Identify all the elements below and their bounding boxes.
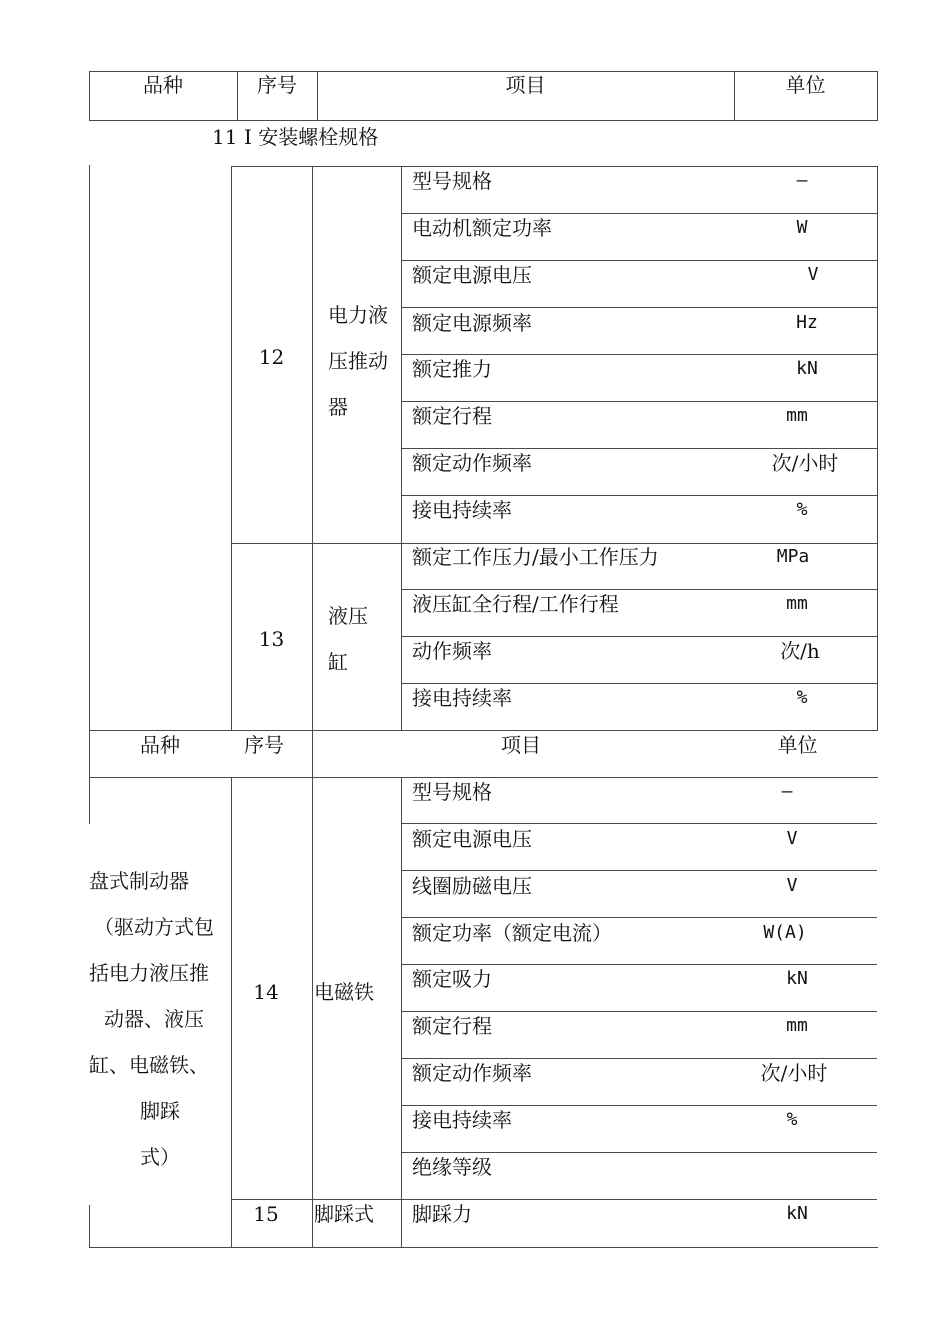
table-border: [401, 213, 877, 214]
item-label: 液压缸全行程/工作行程: [412, 592, 619, 616]
group-seq: 15: [253, 1202, 279, 1226]
header-item: 项目: [501, 733, 541, 757]
unit-label: %: [796, 687, 808, 708]
table-border: [401, 495, 877, 496]
unit-label: V: [786, 828, 798, 849]
table-border: [401, 964, 877, 965]
header-item: 项目: [505, 73, 546, 97]
header-seq: 序号: [244, 733, 284, 757]
group-seq: 14: [253, 980, 279, 1004]
table-border: [312, 166, 313, 1248]
table-border: [401, 777, 402, 1248]
table-border: [401, 823, 877, 824]
header-unit: 单位: [777, 733, 818, 757]
variety-line: 动器、液压: [104, 1007, 204, 1031]
unit-label: kN: [796, 358, 818, 379]
item-label: 电动机额定功率: [412, 216, 552, 240]
table-border: [89, 1247, 878, 1248]
unit-label: kN: [786, 968, 808, 989]
table-border: [877, 71, 878, 120]
unit-label: kN: [786, 1203, 808, 1224]
unit-label: W: [796, 217, 808, 238]
unit-label: MPa: [776, 546, 810, 567]
table-border: [231, 1199, 877, 1200]
table-border: [401, 1152, 877, 1153]
table-border: [401, 307, 877, 308]
table-border: [401, 448, 877, 449]
table-border: [89, 120, 878, 121]
item-label: 绝缘等级: [412, 1155, 492, 1179]
row-seq: 11: [212, 125, 238, 149]
table-border: [231, 543, 877, 544]
row-text: I 安装螺栓规格: [244, 125, 379, 149]
table-border: [401, 401, 877, 402]
variety-line: （驱动方式包: [94, 915, 214, 939]
group-name: 液压: [328, 604, 368, 628]
unit-label: mm: [786, 1015, 808, 1036]
header-unit: 单位: [785, 73, 826, 97]
item-label: 额定行程: [412, 1014, 492, 1038]
table-border: [401, 1011, 877, 1012]
table-border: [89, 165, 90, 824]
item-label: 脚踩力: [412, 1202, 472, 1226]
item-label: 额定推力: [412, 357, 492, 381]
table-border: [401, 636, 877, 637]
table-border: [401, 260, 877, 261]
unit-label: mm: [786, 593, 808, 614]
group-name: 器: [328, 395, 348, 419]
unit-label: 次/h: [780, 639, 820, 663]
item-label: 额定动作频率: [412, 451, 532, 475]
group-name: 电力液: [328, 303, 388, 327]
item-label: 额定电源频率: [412, 311, 532, 335]
header-variety: 品种: [140, 733, 180, 757]
table-border: [89, 71, 878, 72]
table-border: [401, 870, 877, 871]
variety-line: 缸、电磁铁、: [89, 1053, 209, 1077]
unit-label: 次/小时: [771, 451, 839, 475]
item-label: 型号规格: [412, 780, 492, 804]
item-label: 额定电源电压: [412, 263, 532, 287]
variety-line: 脚踩: [140, 1099, 180, 1123]
table-border: [401, 1058, 877, 1059]
table-border: [89, 730, 878, 731]
variety-line: 括电力液压推: [89, 961, 209, 985]
table-border: [401, 589, 877, 590]
group-name: 脚踩式: [314, 1202, 374, 1226]
group-name: 压推动: [328, 349, 388, 373]
group-name: 电磁铁: [314, 980, 374, 1004]
unit-label: %: [786, 1109, 798, 1130]
item-label: 型号规格: [412, 169, 492, 193]
unit-label: W(A): [763, 922, 807, 943]
table-border: [401, 1105, 877, 1106]
item-label: 额定动作频率: [412, 1061, 532, 1085]
table-border: [401, 354, 877, 355]
item-label: 额定电源电压: [412, 827, 532, 851]
item-label: 接电持续率: [412, 498, 512, 522]
item-label: 接电持续率: [412, 686, 512, 710]
header-seq: 序号: [257, 73, 297, 97]
unit-label: —: [781, 781, 793, 802]
item-label: 接电持续率: [412, 1108, 512, 1132]
table-border: [401, 683, 877, 684]
unit-label: %: [796, 499, 808, 520]
unit-label: 次/小时: [760, 1061, 828, 1085]
group-seq: 12: [258, 345, 285, 369]
table-border: [231, 777, 232, 1248]
group-seq: 13: [258, 627, 285, 651]
unit-label: V: [807, 264, 819, 285]
table-border: [877, 166, 878, 730]
table-border: [89, 777, 878, 778]
unit-label: Hz: [796, 312, 818, 333]
item-label: 动作频率: [412, 639, 492, 663]
variety-line: 盘式制动器: [89, 869, 189, 893]
unit-label: —: [796, 170, 808, 191]
table-border: [89, 1205, 90, 1248]
unit-label: V: [786, 875, 798, 896]
header-variety: 品种: [143, 73, 183, 97]
group-name: 缸: [328, 650, 348, 674]
unit-label: mm: [786, 405, 808, 426]
item-label: 额定行程: [412, 404, 492, 428]
item-label: 额定吸力: [412, 967, 492, 991]
item-label: 额定工作压力/最小工作压力: [412, 545, 659, 569]
item-label: 额定功率（额定电流）: [412, 921, 612, 945]
table-border: [231, 166, 877, 167]
variety-line: 式）: [140, 1145, 180, 1169]
table-border: [401, 917, 877, 918]
item-label: 线圈励磁电压: [412, 874, 532, 898]
